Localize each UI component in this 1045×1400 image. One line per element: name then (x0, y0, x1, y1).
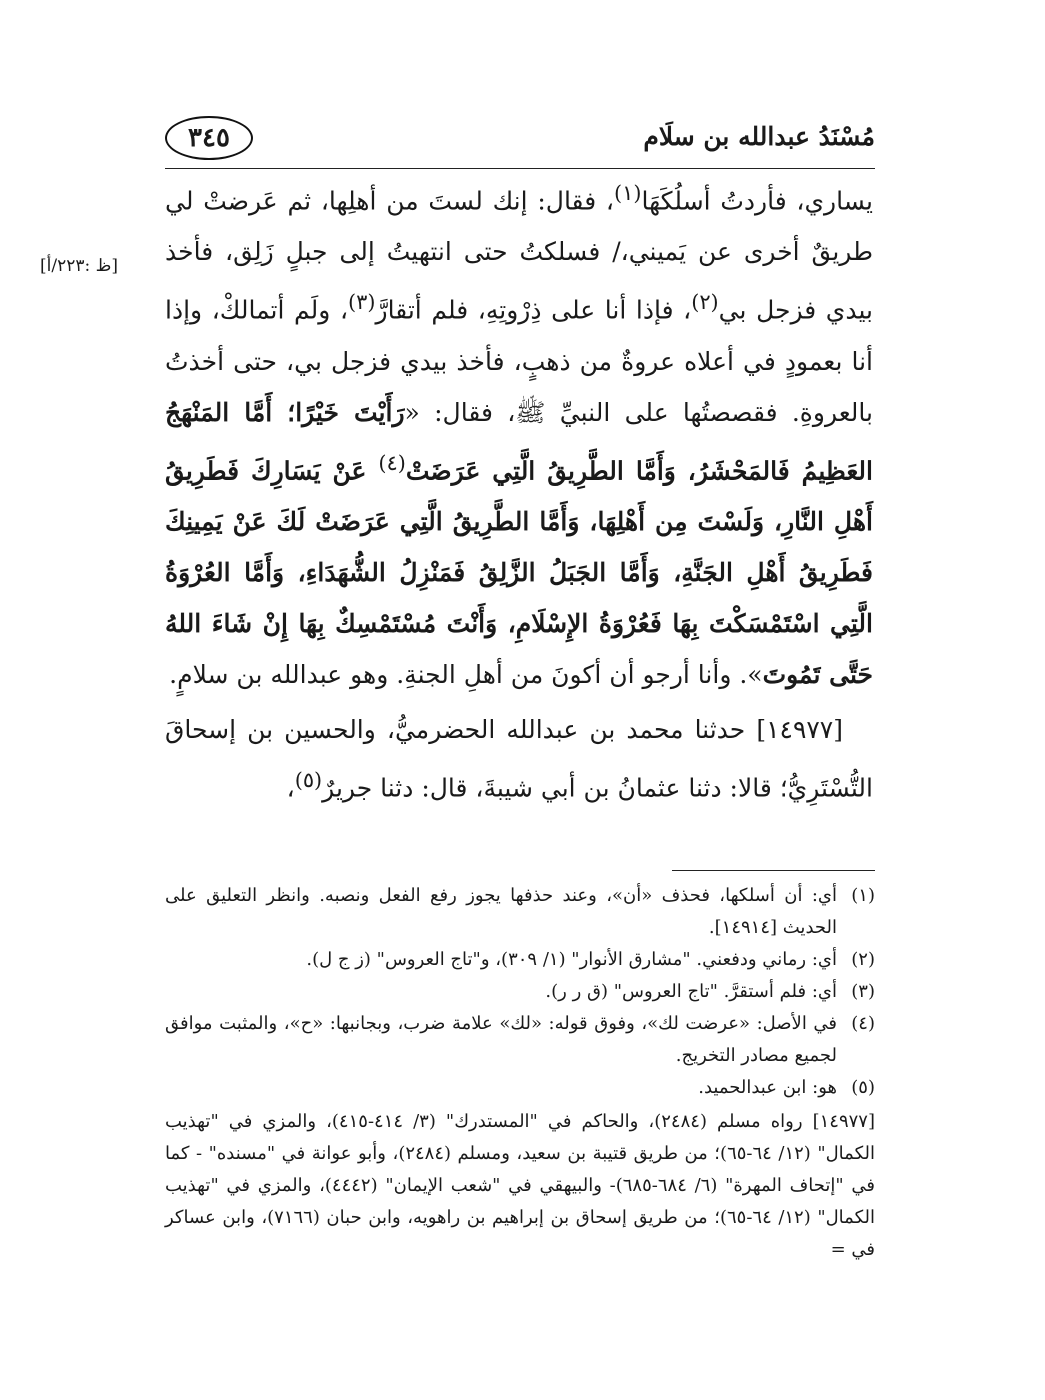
narrative-text: ». وأنا أرجو أن أكونَ من أهلِ الجنةِ. وهو عبدالله بن سلامٍ. (169, 659, 763, 689)
narrative-text: ، فإذا أنا على ذِرْوتِهِ، فلم أتقارَّ (375, 295, 692, 325)
footnote (165, 976, 875, 1008)
footnote-text: أي: فلم أستقرَّ. "تاج العروس" (ق ر ر). (545, 981, 837, 1002)
footnote-number: (٢) (851, 949, 875, 970)
page-header (165, 112, 875, 169)
footnote-marker[interactable]: (١) (614, 181, 642, 205)
footnote (165, 880, 875, 944)
footnote-number: (٣) (851, 981, 875, 1002)
footnote-number: (٤) (851, 1013, 875, 1034)
footnote-marker[interactable]: (٥) (294, 767, 323, 792)
prophetic-saying: عَنْ يَسَارِكَ فَطَرِيقُ أَهْلِ النَّارِ، وَلَسْتَ مِن أَهْلِهَا، وَأَمَّا الطَّرِيقُ الَّتِي عَرَضَتْ لَكَ عَنْ يَمِينِكَ فَطَرِيقُ أَهْلِ الجَنَّةِ، وَأَمَّا الجَبَلُ الزَّلِقُ فَمَنْزِلُ الشُّهَدَاءِ، وَأَمَّا العُرْوَةُ الَّتِي اسْتَمْسَكْتَ بِهَا فَعُرْوَةُ الإِسْلَامِ، وَأَنْتَ مُسْتَمْسِكٌ بِهَا إِنْ شَاءَ اللهُ حَتَّى تَمُوتَ (165, 455, 873, 689)
isnad-text: ، (286, 773, 295, 803)
footnote-text: أي: رماني ودفعني. "مشارق الأنوار" (١/ ٣٠٩)، و"تاج العروس" (ز ج ل). (306, 949, 837, 970)
manuscript-folio-reference: [ظ :٢٢٣/أ] (40, 256, 118, 276)
footnote-marker[interactable]: (٣) (348, 290, 376, 315)
footnote (165, 944, 875, 976)
narrative-text: يساري، فأردتُ أسلُكَهَا (641, 186, 874, 216)
footnote-marker[interactable]: (٤) (378, 450, 406, 475)
footnote-number: (٥) (851, 1077, 875, 1098)
footnote-text: هو: ابن عبدالحميد. (698, 1077, 837, 1098)
isnad-paragraph (165, 704, 873, 813)
footnote (165, 1008, 875, 1072)
main-text (165, 168, 873, 813)
running-title: مُسْنَدُ عبدالله بن سلَام (643, 122, 875, 151)
footnote-marker[interactable]: (٢) (691, 290, 719, 315)
takhrij-note: [١٤٩٧٧] رواه مسلم (٢٤٨٤)، والحاكم في "المستدرك" (٣/ ٤١٤-٤١٥)، والمزي في "تهذيب الكمال" (١٢/ ٦٤-٦٥)؛ من طريق قتيبة بن سعيد، ومسلم (٢٤٨٤)، وأبو عوانة في "مسنده" - كما في "إتحاف المهرة" (٦/ ٦٨٤-٦٨٥)- والبيهقي في "شعب الإيمان" (٤٤٤٢)، والمزي في "تهذيب الكمال" (١٢/ ٦٤-٦٥)؛ من طريق إسحاق بن إبراهيم بن راهويه، وابن حبان (٧١٦٦)، وابن عساكر في = (165, 1111, 875, 1260)
footnote-separator (672, 870, 875, 871)
prophetic-saying: رَأَيْتَ خَيْرًا؛ أَمَّا المَنْهَجُ العَظِيمُ فَالمَحْشَرُ، وَأَمَّا الطَّرِيقُ الَّتِي عَرَضَتْ (165, 397, 873, 485)
footnote-text: أي: أن أسلكها، فحذف «أن»، وعند حذفها يجوز رفع الفعل ونصبه. وانظر التعليق على الحديث [١٤٩١٤]. (165, 885, 837, 938)
footnote-text: في الأصل: «عرضت لك»، وفوق قوله: «لك» علامة ضرب، وبجانبها: «ح»، والمثبت موافق لجميع مصادر التخريج. (165, 1013, 837, 1066)
footnote-number: (١) (851, 885, 875, 906)
footnotes (165, 880, 875, 1266)
isnad-text: [١٤٩٧٧] حدثنا محمد بن عبدالله الحضرميُّ، والحسين بن إسحاقَ التُّسْتَرِيُّ؛ قالا: دثنا عثمانُ بن أبي شيبةَ، قال: دثنا جريرٌ (165, 714, 873, 803)
page-number: ٣٤٥ (165, 116, 253, 160)
narrative-text: ، ولَم أتمالكْ، وإذا أنا بعمودٍ في أعلاه عروةٌ من ذهبٍ، فأخذ بيدي فزجل بي، حتى أخذتُ بالعروةِ. فقصصتُها على النبيِّ ﷺ، فقال: « (165, 295, 874, 427)
hadith-paragraph (165, 168, 873, 700)
narrative-text: ، فقال: إنك لستَ من أهلِها، ثم عَرضتْ لي طريقٌ أخرى عن يَميني،/ فسلكتُ حتى انتهيتُ إلى جبلٍ زَلِق، فأخذ بيدي فزجل بي (165, 186, 873, 325)
footnote (165, 1072, 875, 1104)
